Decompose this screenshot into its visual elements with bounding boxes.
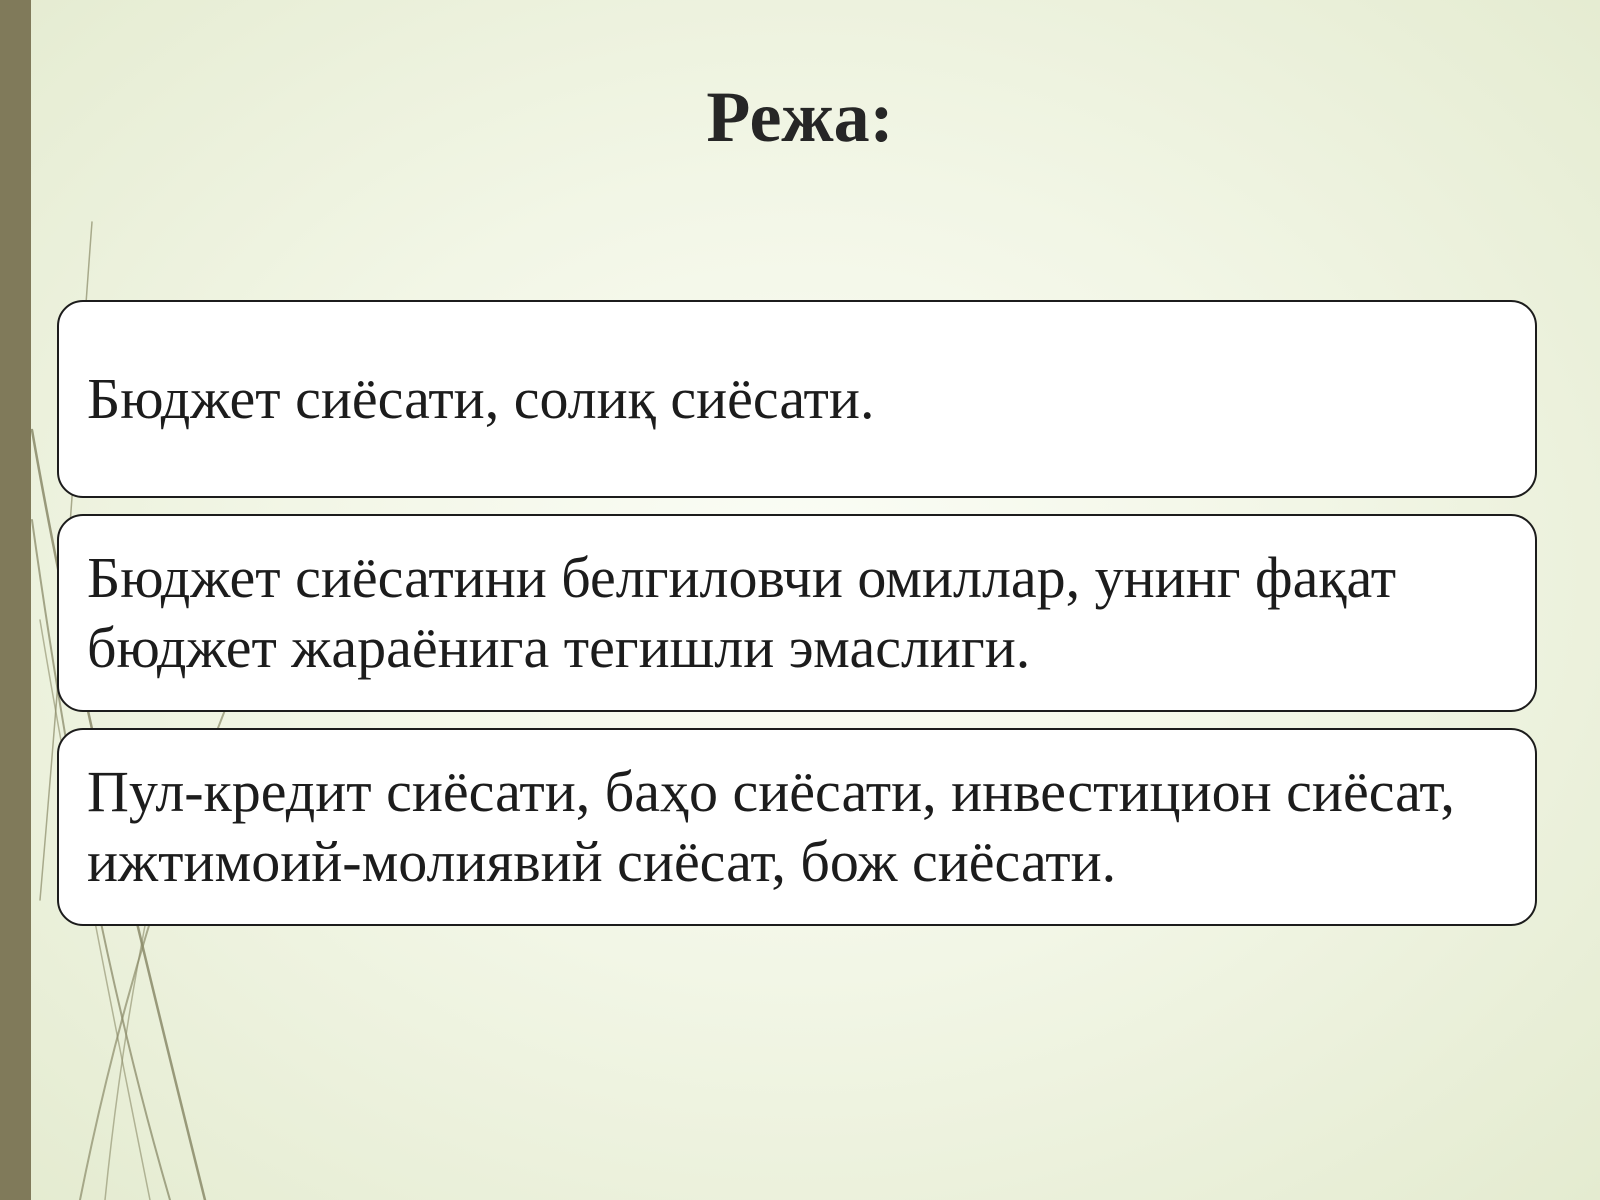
slide-title: Режа: xyxy=(706,77,894,157)
plan-item-text: Бюджет сиёсатини белгиловчи омиллар, унинг фақат бюджет жараёнига тегишли эмаслиги. xyxy=(87,545,1397,680)
left-accent-bar xyxy=(0,0,31,1200)
plan-item-text: Пул-кредит сиёсати, баҳо сиёсати, инвестицион сиёсат, ижтимоий-молиявий сиёсат, бож сиёсати. xyxy=(87,759,1455,894)
plan-items xyxy=(57,300,1537,942)
plan-item-box xyxy=(57,728,1537,926)
plan-item-box xyxy=(57,300,1537,498)
plan-item-text: Бюджет сиёсати, солиқ сиёсати. xyxy=(87,366,875,431)
plan-item-box xyxy=(57,514,1537,712)
